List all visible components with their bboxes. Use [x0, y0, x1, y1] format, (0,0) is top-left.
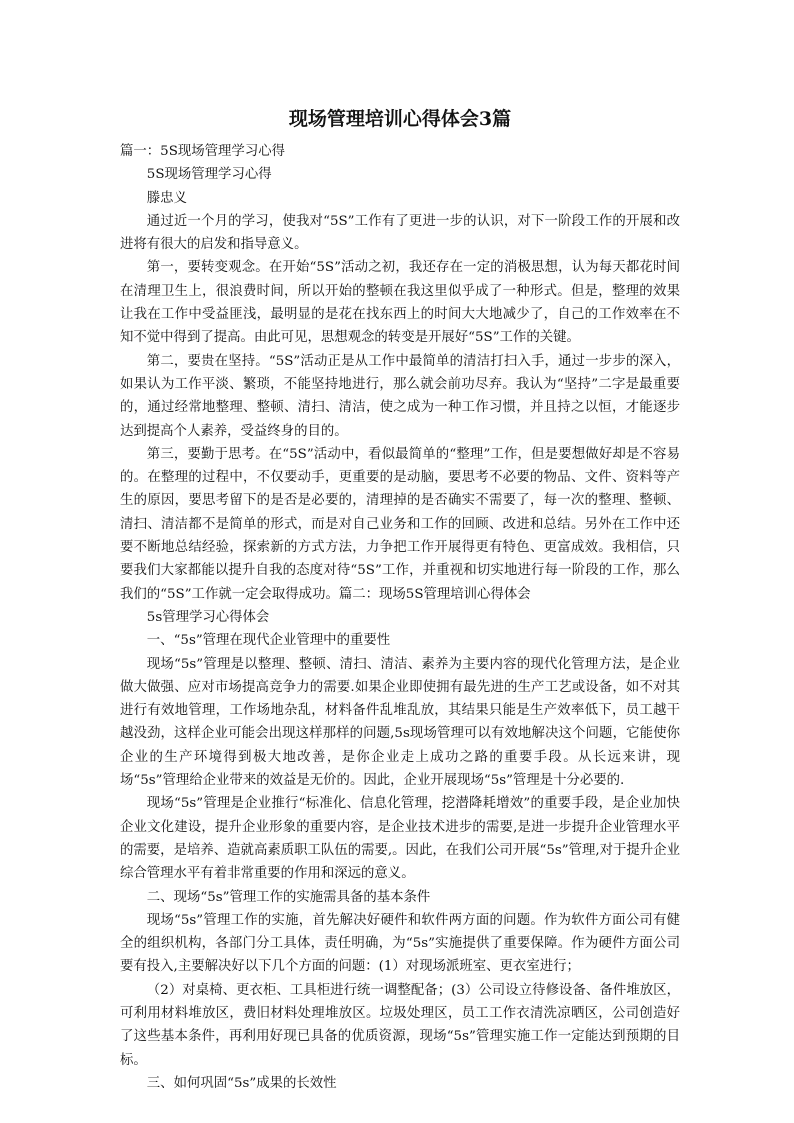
- paragraph: 第三，要勤于思考。在“5S”活动中，看似最简单的“整理”工作，但是要想做好却是不容易的。在整理的过程中，不仅要动手，更重要的是动脑，要思考不必要的物品、文件、资料等产生的原因，要思考留下的是否是必要的，清理掉的是否确实不需要了，每一次的整理、整顿、清扫、清洁都不是简单的形式，而是对自己业务和工作的回顾、改进和总结。另外在工作中还要不断地总结经验，探索新的方式方法，力争把工作开展得更有特色、更富成效。我相信，只要我们大家都能以提升自我的态度对待“5S”工作，并重视和切实地进行每一阶段的工作，那么我们的“5S”工作就一定会取得成功。篇二：现场5S管理培训心得体会: [120, 446, 680, 602]
- paragraph: 通过近一个月的学习，使我对“5S”工作有了更进一步的认识，对下一阶段工作的开展和改进将有很大的启发和指导意义。: [120, 213, 680, 253]
- paragraph: 现场“5s”管理是企业推行“标准化、信息化管理，挖潜降耗增效”的重要手段，是企业加快企业文化建设，提升企业形象的重要内容，是企业技术进步的需要,是进一步提升企业管理水平的需要，是培养、造就高素质职工队伍的需要,。因此，在我们公司开展“5s”管理,对于提升企业综合管理水平有着非常重要的作用和深远的意义。: [120, 796, 680, 882]
- paragraph: （2）对桌椅、更衣柜、工具柜进行统一调整配备；(3）公司设立待修设备、备件堆放区，可利用材料堆放区，费旧材料处理堆放区。垃圾处理区，员工工作衣清洗凉晒区，公司创造好了这些基本条件，再利用好现已具备的优质资源，现场“5s”管理实施工作一定能达到预期的目标。: [120, 982, 680, 1068]
- paragraph: 第一，要转变观念。在开始“5S”活动之初，我还存在一定的消极思想，认为每天都花时间在清理卫生上，很浪费时间，所以开始的整顿在我这里似乎成了一种形式。但是，整理的效果让我在工作中受益匪浅，最明显的是花在找东西上的时间大大地减少了，自己的工作效率在不知不觉中得到了提高。由此可见，思想观念的转变是开展好“5S”工作的关键。: [120, 260, 680, 346]
- paragraph: 二、现场“5s”管理工作的实施需具备的基本条件: [146, 889, 431, 905]
- paragraph: 一、“5s”管理在现代企业管理中的重要性: [146, 633, 391, 649]
- paragraph: 滕忠义: [146, 190, 187, 206]
- paragraph: 5S现场管理学习心得: [146, 167, 272, 183]
- paragraph: 第二，要贵在坚持。“5S”活动正是从工作中最简单的清洁打扫入手，通过一步步的深入，如果认为工作平淡、繁琐，不能坚持地进行，那么就会前功尽弃。我认为“坚持”二字是最重要的，通过经常地整理、整顿、清扫、清洁，使之成为一种工作习惯，并且持之以恒，才能逐步达到提高个人素养，受益终身的目的。: [120, 353, 680, 439]
- document-page: [120, 0, 680, 1095]
- document-body: [120, 140, 680, 1095]
- paragraph: 现场“5s”管理工作的实施，首先解决好硬件和软件两方面的问题。作为软件方面公司有健全的组织机构，各部门分工具体，责任明确，为“5s”实施提供了重要保障。作为硬件方面公司要有投入,主要解决好以下几个方面的问题：(1）对现场派班室、更衣室进行；: [120, 912, 680, 975]
- paragraph: 现场“5s”管理是以整理、整顿、清扫、清洁、素养为主要内容的现代化管理方法，是企业做大做强、应对市场提高竞争力的需要.如果企业即使拥有最先进的生产工艺或设备，如不对其进行有效地管理，工作场地杂乱，材料备件乱堆乱放，其结果只能是生产效率低下，员工越干越没劲，这样企业可能会出现这样那样的问题,5s现场管理可以有效地解决这个问题，它能使你企业的生产环境得到极大地改善，是你企业走上成功之路的重要手段。从长远来讲，现场“5s”管理给企业带来的效益是无价的。因此，企业开展现场“5s”管理是十分必要的.: [120, 656, 680, 789]
- paragraph: 5s管理学习心得体会: [146, 609, 270, 625]
- document-title: 现场管理培训心得体会3篇: [288, 108, 512, 130]
- paragraph: 篇一：5S现场管理学习心得: [120, 144, 285, 159]
- paragraph: 三、如何巩固“5s”成果的长效性: [146, 1075, 337, 1091]
